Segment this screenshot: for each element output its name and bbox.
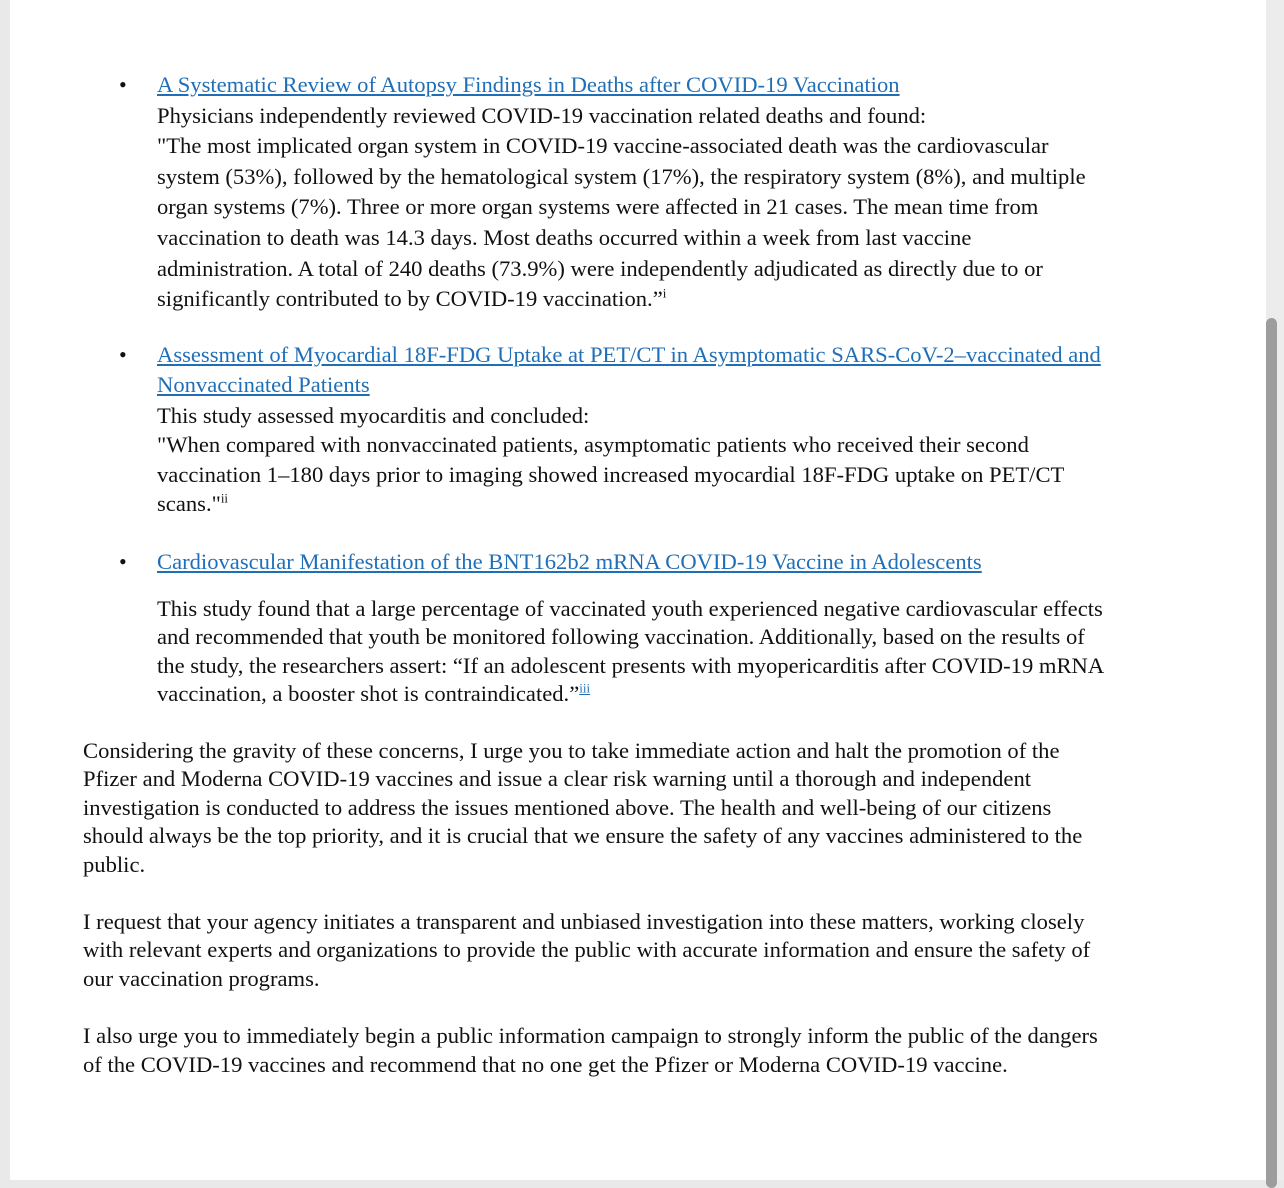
scrollbar-thumb[interactable]	[1266, 318, 1277, 1188]
paragraph-line: investigation is conducted to address the issues mentioned above. The health and well-being of our citizens	[83, 794, 1052, 820]
summary-text: scans."	[157, 491, 221, 517]
summary-line-last	[157, 284, 1213, 315]
link-text-line: Assessment of Myocardial 18F-FDG Uptake at PET/CT in Asymptomatic SARS-CoV-2–vaccinated and	[157, 341, 1101, 367]
reference-summary	[157, 101, 1213, 315]
paragraph-line: I request that your agency initiates a transparent and unbiased investigation into these matters, working closely	[83, 908, 1085, 934]
reference-item-autopsy-review	[83, 70, 1213, 315]
reference-summary	[157, 401, 1213, 519]
link-text-line: Cardiovascular Manifestation of the BNT162b2 mRNA COVID-19 Vaccine in Adolescents	[157, 548, 982, 574]
document-content	[83, 70, 1213, 1079]
reference-link-autopsy-review[interactable]	[157, 70, 1213, 101]
footnote-marker: ii	[220, 490, 229, 506]
summary-line: vaccination to death was 14.3 days. Most deaths occurred within a week from last vaccine	[157, 224, 972, 250]
reference-item-bnt162b2-adolescents	[83, 547, 1213, 709]
summary-line: and recommended that youth be monitored following vaccination. Additionally, based on the results of	[157, 624, 1085, 650]
reference-link-myocardial-uptake[interactable]	[157, 340, 1213, 401]
bullet-icon: •	[119, 72, 127, 97]
paragraph-halt-promotion	[83, 737, 1213, 880]
paragraph-line: public.	[83, 851, 146, 877]
summary-line: "When compared with nonvaccinated patients, asymptomatic patients who received their second	[157, 432, 1029, 458]
summary-line: administration. A total of 240 deaths (73.9%) were independently adjudicated as directly due to or	[157, 255, 1043, 281]
link-text-line: A Systematic Review of Autopsy Findings in Deaths after COVID-19 Vaccination	[157, 72, 900, 97]
summary-text: vaccination, a booster shot is contraindicated.”	[157, 681, 580, 707]
summary-line: organ systems (7%). Three or more organ systems were affected in 21 cases. The mean time from	[157, 194, 1039, 220]
paragraph-information-campaign	[83, 1022, 1213, 1079]
paragraph-line: of the COVID-19 vaccines and recommend that no one get the Pfizer or Moderna COVID-19 vaccine.	[83, 1051, 1008, 1077]
summary-line: This study assessed myocarditis and concluded:	[157, 402, 590, 428]
summary-line: vaccination 1–180 days prior to imaging showed increased myocardial 18F-FDG uptake on PET/CT	[157, 461, 1065, 487]
summary-text: significantly contributed to by COVID-19 vaccination.”	[157, 286, 663, 312]
summary-line-last	[157, 680, 1213, 709]
summary-line: Physicians independently reviewed COVID-19 vaccination related deaths and found:	[157, 102, 927, 128]
footnote-link[interactable]: iii	[579, 680, 591, 696]
summary-line: "The most implicated organ system in COVID-19 vaccine-associated death was the cardiovascular	[157, 133, 1049, 159]
reference-list	[83, 70, 1213, 709]
reference-link-bnt162b2-adolescents[interactable]	[157, 547, 1213, 578]
footnote-marker: i	[662, 285, 667, 301]
paragraph-line: should always be the top priority, and it is crucial that we ensure the safety of any vaccines administered to the	[83, 823, 1083, 849]
summary-line: This study found that a large percentage of vaccinated youth experienced negative cardiovascular effects	[157, 595, 1103, 621]
paragraph-line: I also urge you to immediately begin a public information campaign to strongly inform the public of the dangers	[83, 1023, 1098, 1049]
reference-summary	[157, 595, 1213, 709]
paragraph-line: Pfizer and Moderna COVID-19 vaccines and issue a clear risk warning until a thorough and independent	[83, 766, 1032, 792]
bullet-icon: •	[119, 548, 127, 574]
link-text-line: Nonvaccinated Patients	[157, 372, 370, 398]
summary-line-last	[157, 489, 1213, 519]
footnote-marker[interactable]	[579, 681, 590, 696]
paragraph-investigation-request	[83, 908, 1213, 994]
paragraph-line: with relevant experts and organizations to provide the public with accurate information and ensure the safety of	[83, 937, 1091, 963]
paragraph-line: Considering the gravity of these concerns, I urge you to take immediate action and halt the promotion of the	[83, 737, 1060, 763]
summary-line: system (53%), followed by the hematological system (17%), the respiratory system (8%), and multiple	[157, 163, 1086, 189]
reference-item-myocardial-uptake	[83, 340, 1213, 519]
paragraph-line: our vaccination programs.	[83, 965, 320, 991]
bullet-icon: •	[119, 341, 127, 367]
summary-line: the study, the researchers assert: “If an adolescent presents with myopericarditis after COVID-19 mRNA	[157, 652, 1105, 678]
